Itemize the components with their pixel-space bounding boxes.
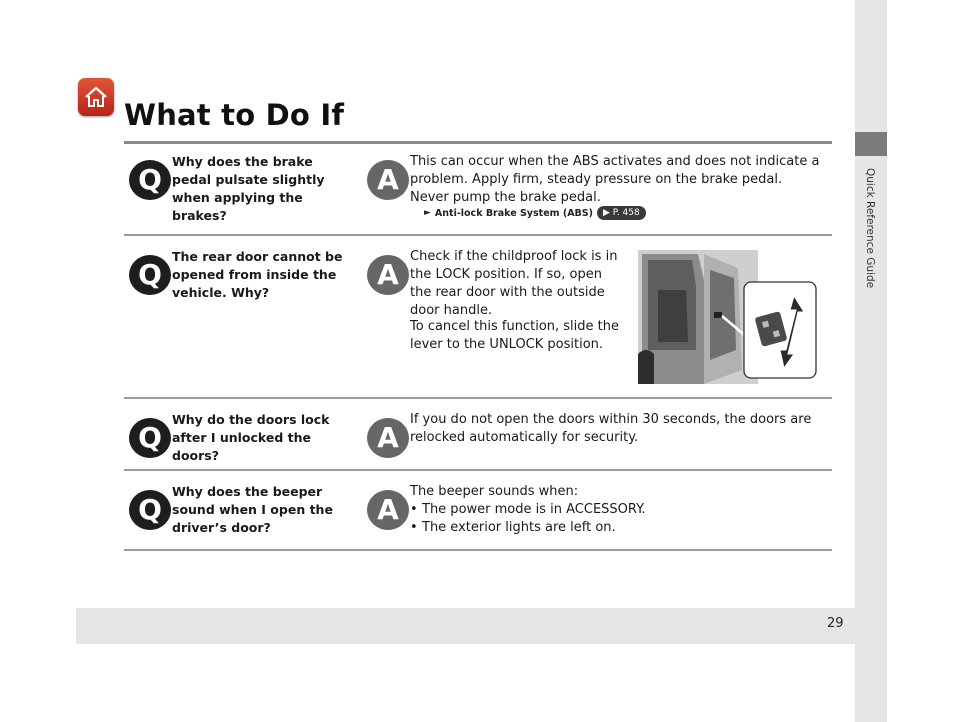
page-reference-badge[interactable]: ▶ P. 458: [597, 206, 646, 220]
sidebar: [855, 0, 887, 722]
row-divider: [124, 549, 832, 551]
reference-arrow-icon: ►: [424, 208, 431, 218]
footer-bar: [76, 608, 855, 644]
row-divider: [124, 234, 832, 236]
reference-title: Anti-lock Brake System (ABS): [434, 207, 593, 219]
answer-text-secondary: To cancel this function, slide the lever to the UNLOCK position.: [410, 319, 619, 352]
childproof-lock-illustration: [638, 250, 818, 384]
sidebar-section-label: Quick Reference Guide: [864, 168, 876, 289]
row-divider: [124, 469, 832, 471]
answer-icon: A: [367, 255, 409, 295]
question-text: Why do the doors lock after I unlocked the doors?: [172, 412, 330, 463]
bullet-list: [410, 501, 646, 537]
question-text: Why does the beeper sound when I open the driver’s door?: [172, 484, 333, 535]
row-divider: [124, 397, 832, 399]
question-icon: Q: [129, 418, 171, 458]
sidebar-tab[interactable]: [855, 132, 887, 156]
cross-reference[interactable]: [424, 206, 646, 220]
question-icon: Q: [129, 255, 171, 295]
answer-icon: A: [367, 490, 409, 530]
answer-text: If you do not open the doors within 30 seconds, the doors are relocked automatically for security.: [410, 412, 812, 445]
list-item: • The exterior lights are left on.: [410, 519, 646, 537]
title-divider: [124, 141, 832, 144]
answer-text: This can occur when the ABS activates and does not indicate a problem. Apply firm, steady pressure on the brake pedal. Never pump the brake pedal.: [410, 154, 820, 205]
question-text: The rear door cannot be opened from inside the vehicle. Why?: [172, 249, 343, 300]
home-icon: [83, 84, 109, 110]
answer-text: Check if the childproof lock is in the LOCK position. If so, open the rear door with the outside door handle.: [410, 249, 618, 318]
question-text: Why does the brake pedal pulsate slightly when applying the brakes?: [172, 154, 325, 223]
home-button[interactable]: [78, 78, 114, 116]
list-item: • The power mode is in ACCESSORY.: [410, 501, 646, 519]
question-icon: Q: [129, 490, 171, 530]
question-icon: Q: [129, 160, 171, 200]
page-title: What to Do If: [124, 98, 345, 132]
answer-icon: A: [367, 160, 409, 200]
answer-text: The beeper sounds when:: [410, 484, 579, 499]
answer-icon: A: [367, 418, 409, 458]
page-number: 29: [827, 616, 844, 631]
